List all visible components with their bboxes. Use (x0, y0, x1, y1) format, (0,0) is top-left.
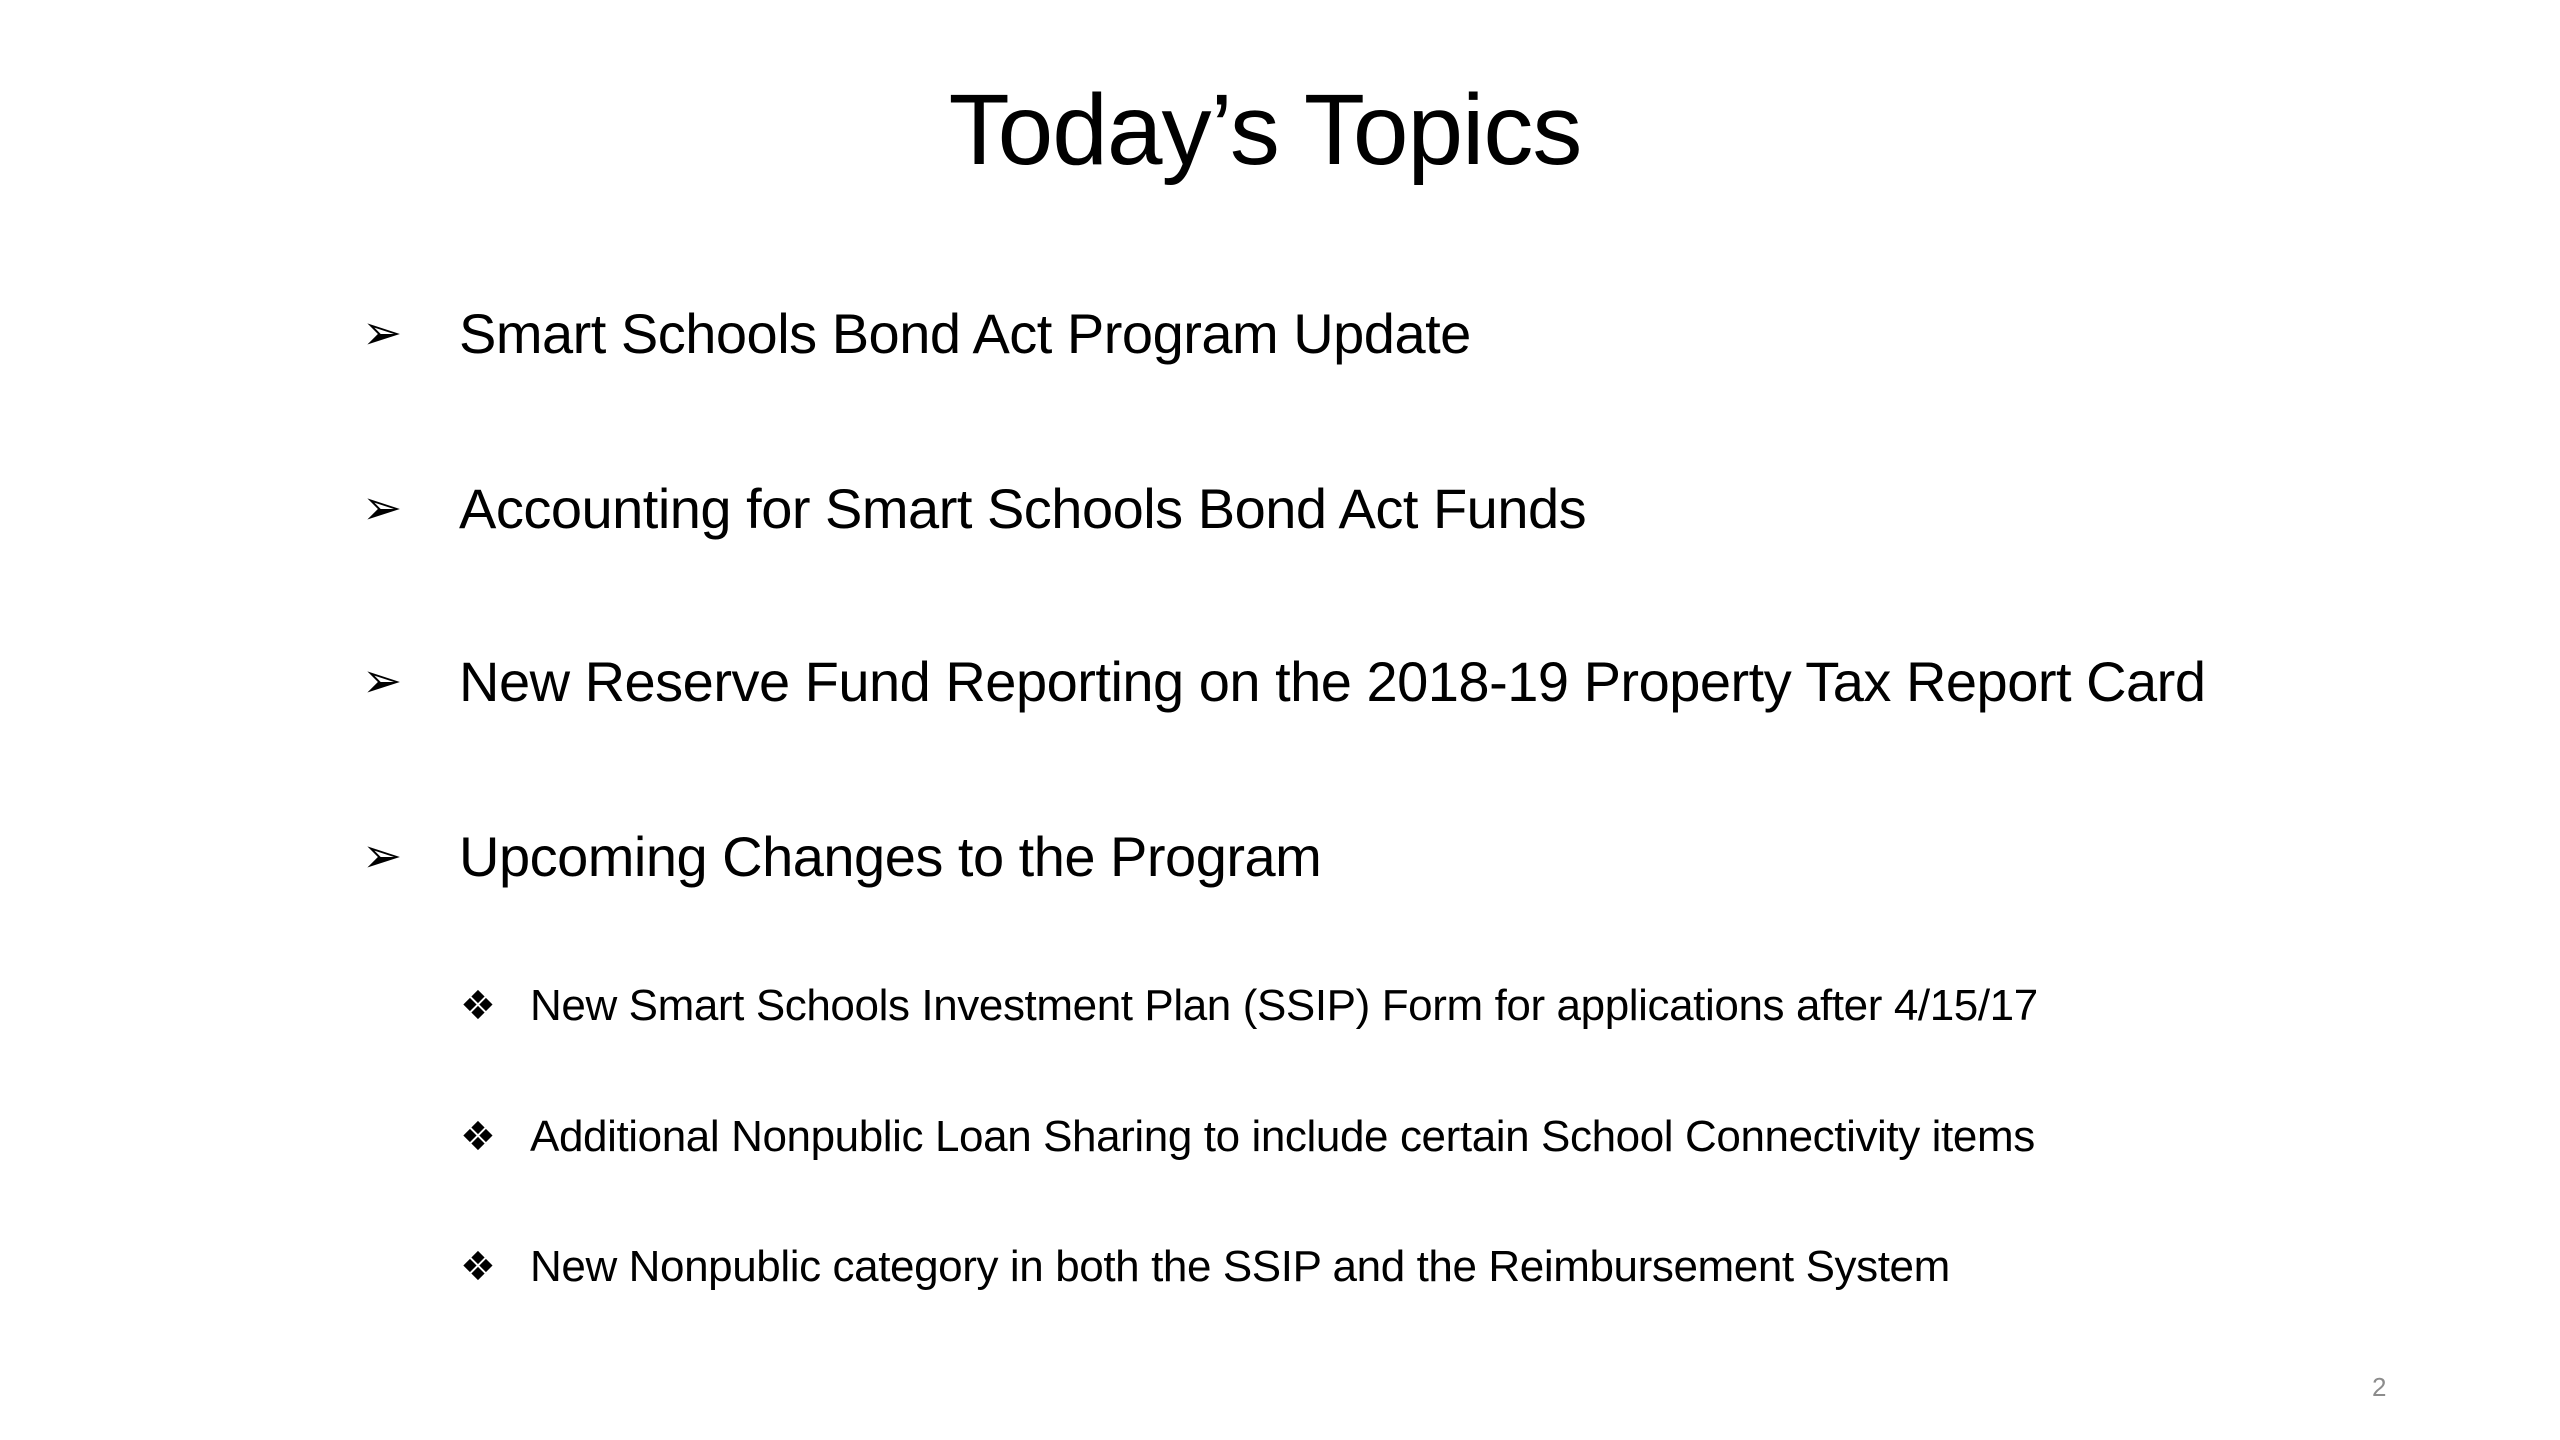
sub-bullet-item (460, 1235, 1950, 1299)
diamond-bullet-icon: ❖ (460, 1245, 496, 1289)
bullet-text: New Reserve Fund Reporting on the 2018-19 Property Tax Report Card (459, 649, 2206, 713)
bullet-text: Upcoming Changes to the Program (459, 824, 1322, 888)
sub-bullet-text: Additional Nonpublic Loan Sharing to include certain School Connectivity items (530, 1112, 2035, 1161)
sub-bullet-text: New Smart Schools Investment Plan (SSIP) Form for applications after 4/15/17 (530, 981, 2038, 1030)
page-number: 2 (2372, 1372, 2387, 1402)
bullet-item (362, 816, 1321, 896)
arrow-bullet-icon: ➢ (362, 655, 402, 708)
diamond-bullet-icon: ❖ (460, 984, 496, 1028)
arrow-bullet-icon: ➢ (362, 830, 402, 883)
diamond-bullet-icon: ❖ (460, 1115, 496, 1159)
bullet-item (362, 293, 1471, 373)
slide-title: Today’s Topics (948, 74, 1582, 186)
bullet-text: Smart Schools Bond Act Program Update (459, 301, 1471, 365)
sub-bullet-item (460, 1105, 2035, 1169)
sub-bullet-text: New Nonpublic category in both the SSIP and the Reimbursement System (530, 1242, 1950, 1291)
bullet-item (362, 468, 1586, 548)
sub-bullet-item (460, 974, 2038, 1038)
bullet-item (362, 641, 2205, 721)
arrow-bullet-icon: ➢ (362, 482, 402, 535)
arrow-bullet-icon: ➢ (362, 307, 402, 360)
bullet-text: Accounting for Smart Schools Bond Act Funds (459, 476, 1587, 540)
